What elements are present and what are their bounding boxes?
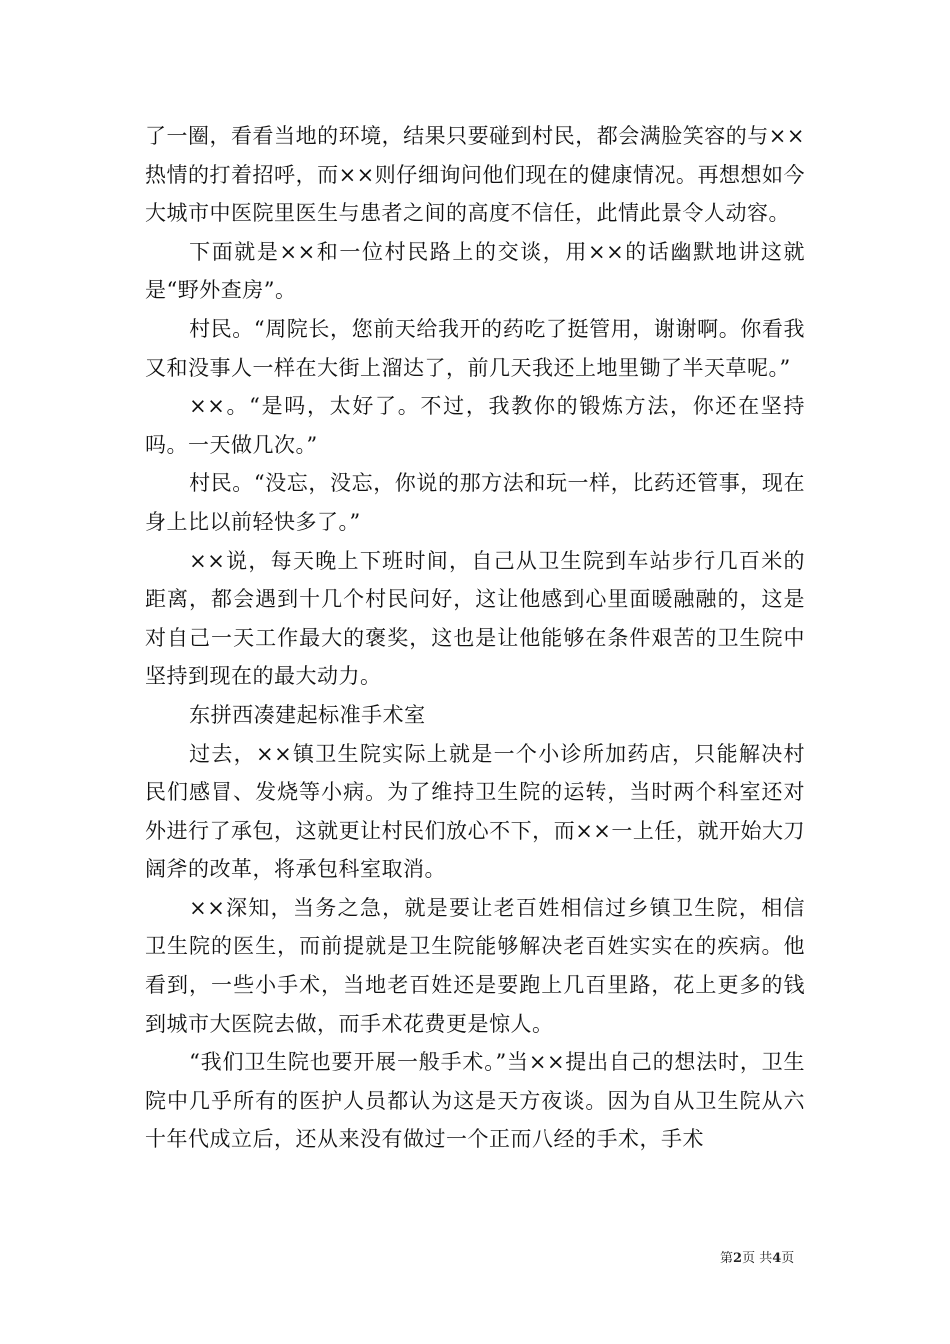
paragraph: “我们卫生院也要开展一般手术。”当××提出自己的想法时，卫生院中几乎所有的医护人员都认为这是天方夜谈。因为自从卫生院从六十年代成立后，还从来没有做过一个正而八经的手术，手术 [145,1050,805,1152]
paragraph: 过去，××镇卫生院实际上就是一个小诊所加药店，只能解决村民们感冒、发烧等小病。为了维持卫生院的运转，当时两个科室还对外进行了承包，这就更让村民们放心不下，而××一上任，就开始大刀阔斧的改革，将承包科室取消。 [145,741,805,882]
total-pages-number: 4 [772,1251,782,1266]
paragraph: 村民。“没忘，没忘，你说的那方法和玩一样，比药还管事，现在身上比以前轻快多了。” [145,471,805,534]
paragraph: 村民。“周院长，您前天给我开的药吃了挺管用，谢谢啊。你看我又和没事人一样在大街上溜达了，前几天我还上地里锄了半天草呢。” [145,316,805,380]
footer-middle: 页 共 [742,1251,773,1266]
document-body [145,117,805,1159]
paragraph: ××。“是吗，太好了。不过，我教你的锻炼方法，你还在坚持吗。一天做几次。” [145,394,805,457]
paragraph: 了一圈，看看当地的环境，结果只要碰到村民，都会满脸笑容的与××热情的打着招呼，而××则仔细询问他们现在的健康情况。再想想如今大城市中医院里医生与患者之间的高度不信任，此情此景令人动容。 [145,124,805,226]
paragraph: 下面就是××和一位村民路上的交谈，用××的话幽默地讲这就是“野外查房”。 [145,239,805,303]
page-number-footer [720,1247,794,1266]
paragraph: ××说，每天晚上下班时间，自己从卫生院到车站步行几百米的距离，都会遇到十几个村民问好，这让他感到心里面暖融融的，这是对自己一天工作最大的褒奖，这也是让他能够在条件艰苦的卫生院中坚持到现在的最大动力。 [145,548,805,689]
paragraph: ××深知，当务之急，就是要让老百姓相信过乡镇卫生院，相信卫生院的医生，而前提就是卫生院能够解决老百姓实实在的疾病。他看到，一些小手术，当地老百姓还是要跑上几百里路，花上更多的钱到城市大医院去做，而手术花费更是惊人。 [145,895,805,1036]
current-page-number: 2 [733,1251,743,1266]
footer-suffix: 页 [781,1251,795,1266]
section-heading: 东拼西凑建起标准手术室 [189,702,426,727]
footer-prefix: 第 [720,1251,734,1266]
